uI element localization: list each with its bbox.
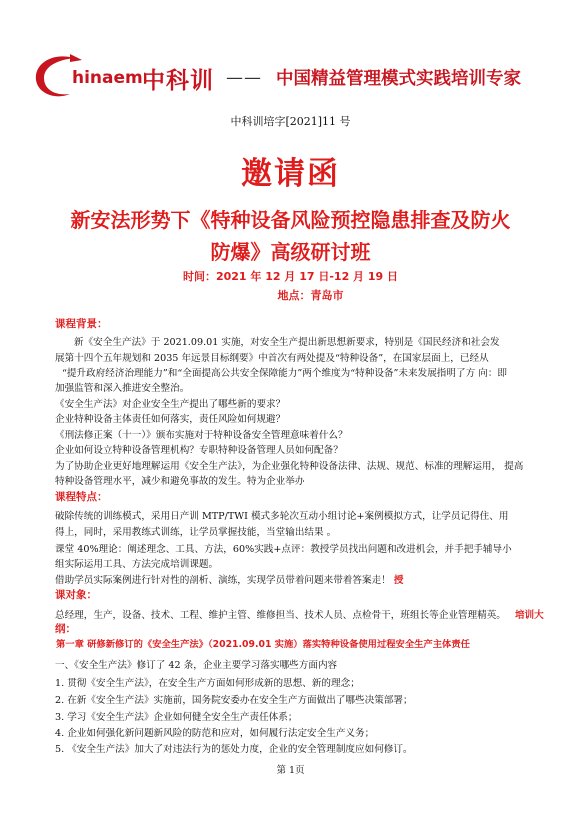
logo-slogan: 中国精益管理模式实践培训专家: [276, 69, 521, 89]
logo-chinese: 中科训: [142, 68, 214, 94]
logo-english: hinaem: [72, 68, 143, 88]
list-item: 4. 企业如何强化新问题新风险的防范和应对，如何履行法定安全生产义务；: [55, 728, 375, 739]
paragraph-line: “提升政府经济治理能力”和“全面提高公共安全保障能力”两个维度为“特种设备”未来发展指明了方 向：即: [62, 368, 508, 379]
event-time: 时间：2021 年 12 月 17 日-12 月 19 日: [182, 270, 399, 283]
header-logo: [30, 50, 540, 104]
audience-heading-start: 授: [393, 575, 404, 586]
question-line: 《刑法修正案（十一）》颁布实施对于特种设备安全管理意味着什么？: [55, 430, 348, 441]
section-heading-background: 课程背景：: [55, 318, 108, 330]
paragraph-line: 展第十四个五年规划和 2035 年远景目标纲要》中首次有两处提及“特种设备”，在国家层面上，已经从: [55, 353, 489, 364]
question-line: 《安全生产法》对企业安全生产提出了哪些新的要求？: [55, 399, 286, 410]
list-item: 2. 在新《安全生产法》实施前，国务院安委办在安全生产方面做出了哪些决策部署；: [55, 695, 413, 706]
list-item: 5. 《安全生产法》加大了对违法行为的惩处力度，企业的安全管理制度应如何修订。: [55, 744, 413, 755]
event-place: 地点：青岛市: [277, 289, 344, 302]
paragraph-line: 加强监管和深入推进安全整治。: [55, 383, 190, 394]
audience-text: 总经理，生产，设备、技术、工程、维护主管、维修担当、技术人员、点检骨干，班组长等企业管理精英。: [55, 610, 506, 621]
feature-line: 破除传统的训练模式，采用日产训 MTP/TWI 模式多轮次互动小组讨论+案例模拟方式，让学员记得住、用: [55, 511, 509, 522]
outline-heading-start: 培训大: [514, 610, 544, 621]
feature-line: 课堂 40%理论：阐述理念、工具、方法，60%实践+点评：教授学员找出问题和改进机会，并手把手辅导小: [55, 544, 512, 555]
chapter-intro: 一、《安全生产法》修订了 42 条，企业主要学习落实哪些方面内容: [55, 660, 338, 671]
paragraph-line: 为了协助企业更好地理解运用《安全生产法》，为企业强化特种设备法律、法规、规范、标准的理解运用， 提高: [55, 461, 524, 472]
section-heading-features: 课程特点：: [55, 491, 108, 503]
question-line: 企业如何设立特种设备管理机构？专职特种设备管理人员如何配备？: [55, 445, 343, 456]
feature-line: 得上，同时，采用教练式训练，让学员掌握技能，当堂输出结果 。: [55, 527, 337, 538]
feature-line: [55, 572, 403, 586]
audience-line: [55, 607, 544, 621]
subtitle-line-1: 新安法形势下《特种设备风险预控隐患排查及防火: [70, 208, 511, 232]
question-line: 企业特种设备主体责任如何落实，责任风险如何规避？: [55, 414, 286, 425]
document-number: 中科训培字[2021]11 号: [230, 115, 351, 128]
paragraph-line: 新《安全生产法》于 2021.09.01 实施，对安全生产提出新思想新要求，特别是《国民经济和社会发: [74, 337, 500, 348]
page-footer: 第 1页: [276, 765, 305, 776]
audience-heading-end: 课对象：: [55, 589, 97, 601]
logo-dash: ——: [226, 68, 262, 88]
paragraph-line: 特种设备管理水平，减少和避免事故的发生。特为企业举办: [55, 476, 305, 487]
chapter-1-heading: 第一章 研修新修订的《安全生产法》（2021.09.01 实施）落实特种设备使用过程安全生产主体责任: [56, 639, 470, 650]
feature-line: 组实际运用工具、方法完成培训课题。: [55, 559, 219, 570]
page-title: 邀请函: [241, 156, 340, 192]
list-item: 1. 贯彻《安全生产法》，在安全生产方面如何形成新的思想、新的理念；: [55, 678, 360, 689]
subtitle-line-2: 防爆》高级研讨班: [210, 240, 371, 264]
list-item: 3. 学习《安全生产法》企业如何健全安全生产责任体系；: [55, 712, 298, 723]
feature-text: 借助学员实际案例进行针对性的剖析、演练，实现学员带着问题来带着答案走！: [55, 575, 391, 586]
outline-heading-end: 纲：: [55, 623, 76, 635]
